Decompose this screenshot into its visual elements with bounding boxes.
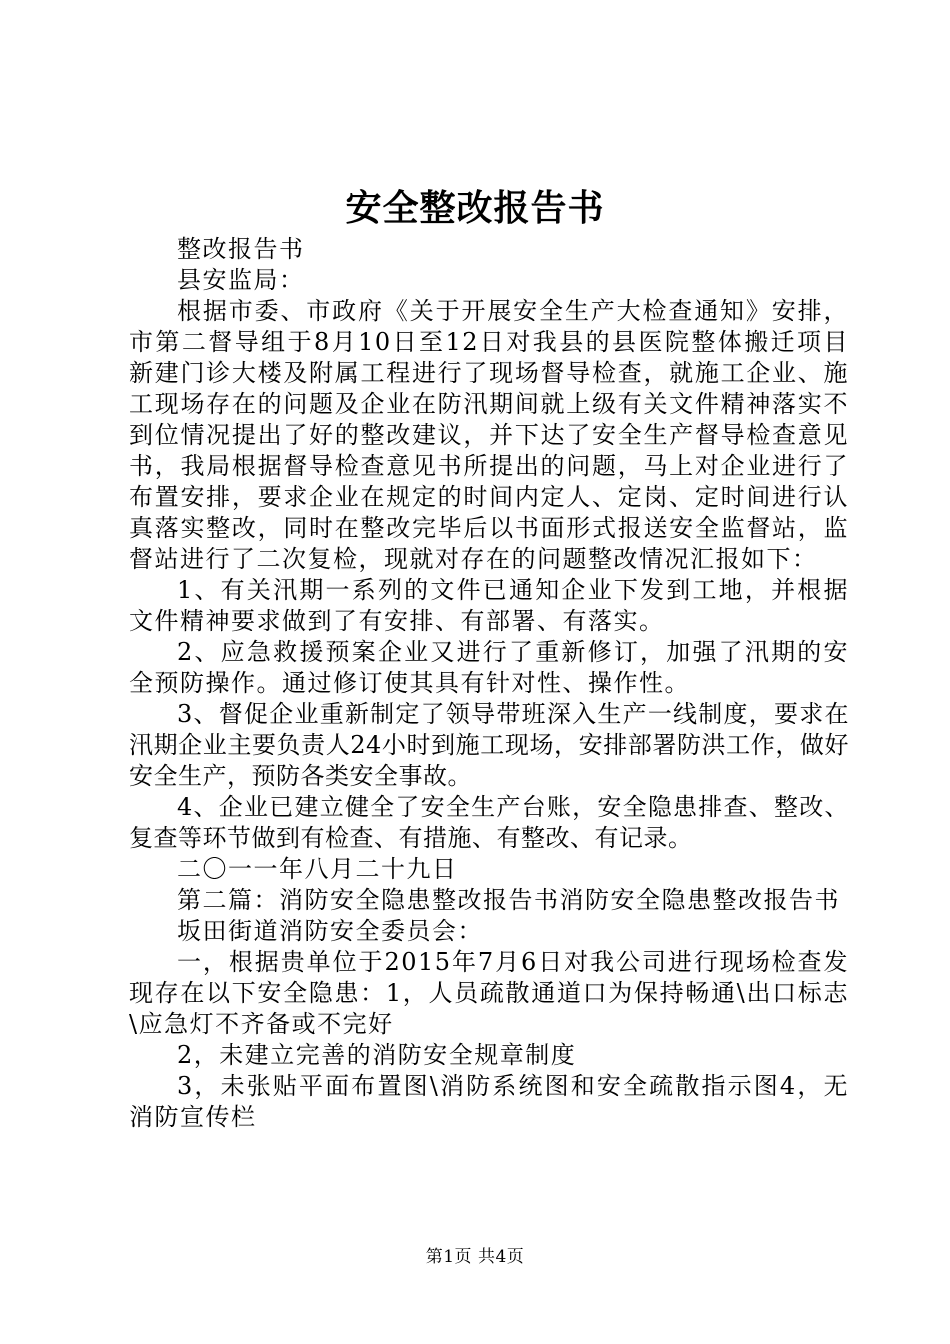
paragraph-item-4: 4、企业已建立健全了安全生产台账，安全隐患排查、整改、复查等环节做到有检查、有措施、有整改、有记录。 [129,793,849,852]
paragraph-intro: 根据市委、市政府《关于开展安全生产大检查通知》安排，市第二督导组于8月10日至12日对我县的县医院整体搬迁项目新建门诊大楼及附属工程进行了现场督导检查，就施工企业、施工现场存在的问题及企业在防汛期间就上级有关文件精神落实不到位情况提出了好的整改建议，并下达了安全生产督导检查意见书，我局根据督导检查意见书所提出的问题，马上对企业进行了布置安排，要求企业在规定的时间内定人、定岗、定时间进行认真落实整改，同时在整改完毕后以书面形式报送安全监督站，监督站进行了二次复检，现就对存在的问题整改情况汇报如下： [129,297,849,573]
paragraph-heading: 整改报告书 [177,235,305,263]
paragraph-second-item-3: 3，未张贴平面布置图\消防系统图和安全疏散指示图4，无消防宣传栏 [129,1072,849,1131]
page-footer: 第1页 共4页 [425,1247,525,1267]
paragraph-item-2: 2、应急救援预案企业又进行了重新修订，加强了汛期的安全预防操作。通过修订使其具有针对性、操作性。 [129,638,849,697]
paragraph-date: 二〇一一年八月二十九日 [177,855,458,883]
paragraph-item-3: 3、督促企业重新制定了领导带班深入生产一线制度，要求在汛期企业主要负责人24小时到施工现场，安排部署防洪工作，做好安全生产，预防各类安全事故。 [129,700,849,790]
document-body [129,234,849,1133]
paragraph-recipient: 县安监局： [177,266,305,294]
paragraph-second-item-2: 2，未建立完善的消防安全规章制度 [177,1041,577,1069]
paragraph-second-recipient: 坂田街道消防安全委员会： [177,917,483,945]
paragraph-second-heading: 第二篇：消防安全隐患整改报告书消防安全隐患整改报告书 [177,886,840,914]
paragraph-second-item-1: 一，根据贵单位于2015年7月6日对我公司进行现场检查发现存在以下安全隐患：1，人员疏散通道口为保持畅通\出口标志\应急灯不齐备或不完好 [129,948,849,1038]
document-title: 安全整改报告书 [345,187,605,229]
paragraph-item-1: 1、有关汛期一系列的文件已通知企业下发到工地，并根据文件精神要求做到了有安排、有部署、有落实。 [129,576,849,635]
